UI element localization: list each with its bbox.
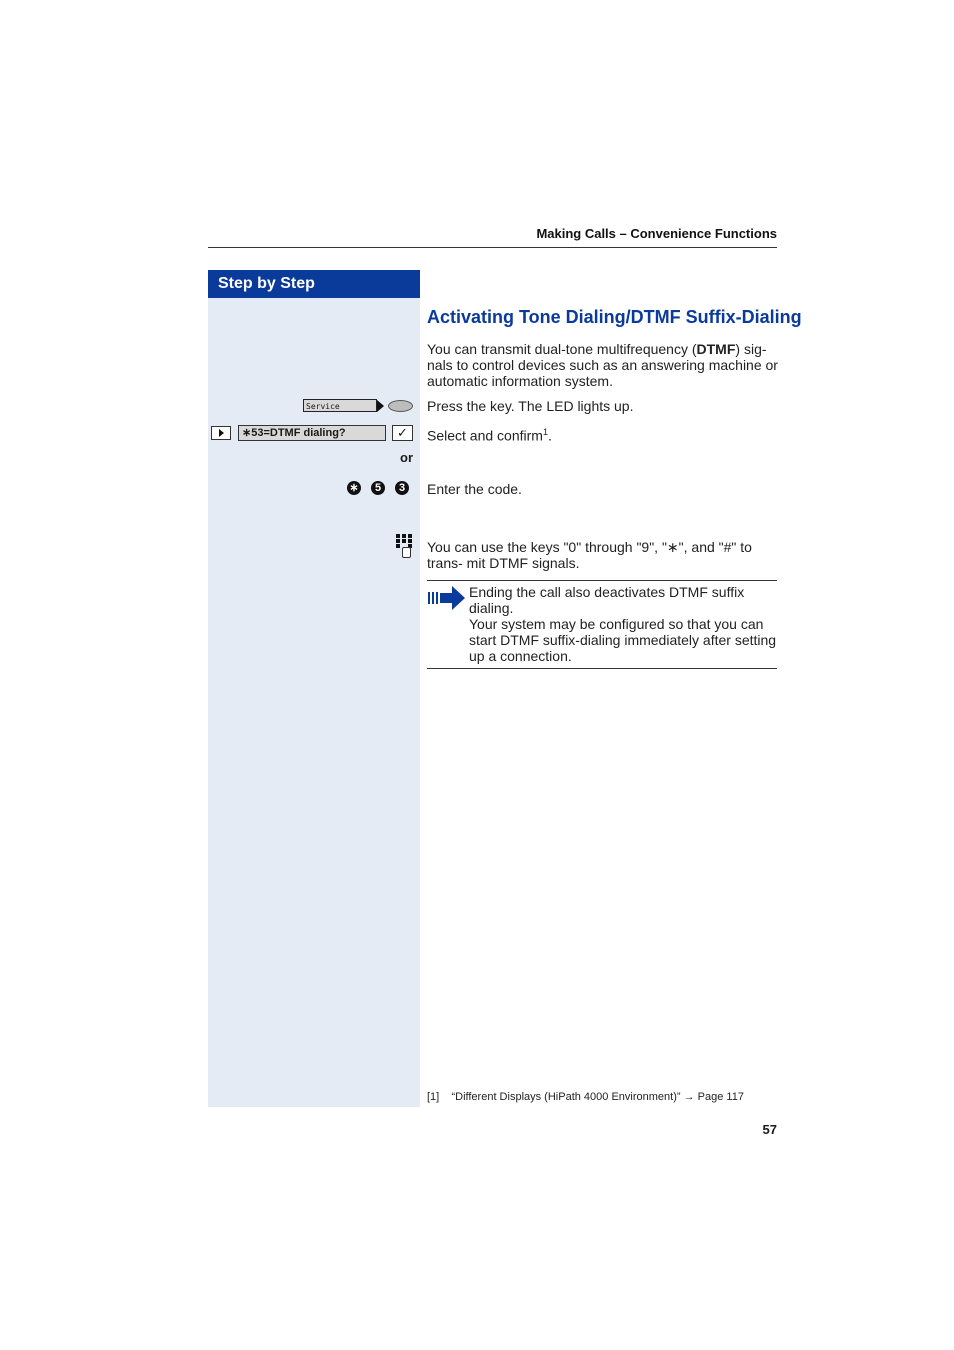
note-text [469, 584, 779, 664]
arrow-right-icon: → [683, 1091, 695, 1103]
confirm-check-icon[interactable]: ✓ [392, 425, 413, 441]
led-icon [388, 400, 413, 412]
intro-text-end: ) sig- nals to control devices such as an answering machine or automatic information system. [427, 341, 778, 389]
service-key-tip [377, 400, 384, 412]
or-label: or [400, 450, 413, 465]
enter-code-text: Enter the code. [427, 481, 522, 497]
footnote-mark: 1 [542, 427, 548, 437]
select-confirm-end: . [547, 427, 552, 444]
intro-text-start: You can transmit dual-tone multifrequency ( [427, 341, 697, 357]
page-number: 57 [762, 1122, 777, 1137]
hand-icon [402, 547, 411, 558]
select-confirm-label: Select and confirm [427, 427, 543, 444]
step-by-step-column [208, 270, 420, 1107]
footnote-page-ref[interactable]: Page 117 [697, 1091, 744, 1103]
display-option-dtmf[interactable]: ∗53=DTMF dialing? [238, 425, 386, 441]
select-confirm-text [427, 424, 552, 444]
note-rule-bottom [427, 668, 777, 669]
section-title: Activating Tone Dialing/DTMF Suffix-Dialing [427, 307, 802, 327]
keys-paragraph: You can use the keys "0" through "9", "∗", and "#" to trans- mit DTMF signals. [427, 539, 752, 571]
three-key-icon[interactable]: 3 [395, 481, 409, 495]
footnote-number: [1] [427, 1091, 440, 1103]
star-key-icon[interactable]: ∗ [347, 481, 361, 495]
intro-paragraph [427, 341, 779, 389]
scroll-arrow-icon[interactable] [211, 426, 231, 440]
footnote [427, 1091, 744, 1103]
note-rule-top [427, 580, 777, 581]
five-key-icon[interactable]: 5 [371, 481, 385, 495]
note-line-2: Your system may be configured so that you can start DTMF suffix-dialing immediately after setting up a connection. [469, 616, 777, 664]
press-key-text: Press the key. The LED lights up. [427, 398, 634, 414]
note-arrow-icon [428, 586, 466, 610]
note-line-1: Ending the call also deactivates DTMF suffix dialing. [469, 584, 745, 616]
step-by-step-band: Step by Step [208, 270, 420, 298]
keypad-icon [396, 534, 413, 556]
running-header: Making Calls – Convenience Functions [536, 226, 777, 241]
header-rule [208, 247, 777, 248]
intro-dtmf-bold: DTMF [696, 341, 736, 357]
footnote-text: “Different Displays (HiPath 4000 Environment)” [451, 1091, 681, 1103]
service-key[interactable]: Service [303, 399, 377, 412]
